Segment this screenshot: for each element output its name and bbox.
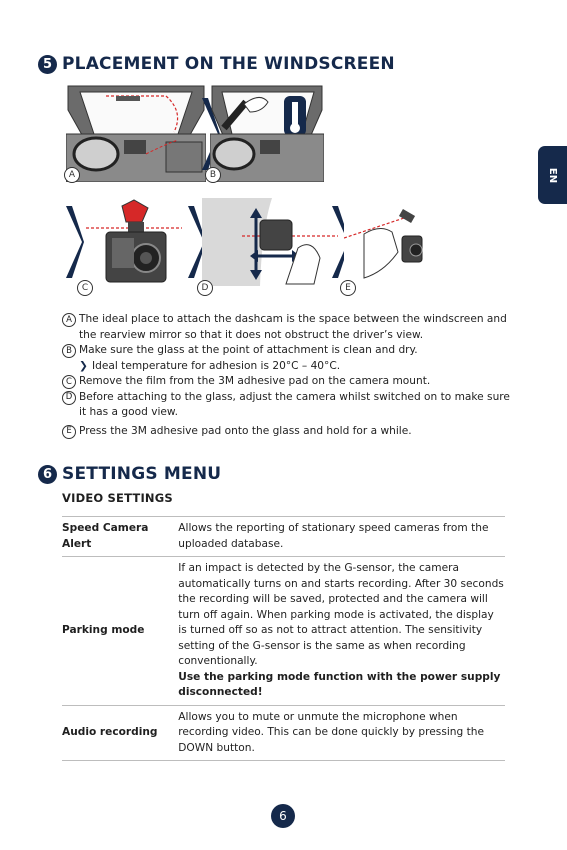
step-letter: A <box>62 313 76 327</box>
section-5-heading <box>38 54 395 74</box>
setting-desc: Allows you to mute or unmute the microphone when recording video. This can be done quickly by pressing the DOWN button. <box>178 705 505 761</box>
setting-desc-cell <box>178 557 505 706</box>
section-title: SETTINGS MENU <box>62 464 222 484</box>
figure-label-c: C <box>77 280 93 296</box>
step-text: Make sure the glass at the point of attachment is clean and dry. <box>79 344 418 356</box>
setting-name: Speed Camera Alert <box>62 517 178 557</box>
illustration-d <box>202 198 340 286</box>
setting-desc: If an impact is detected by the G-sensor, the camera automatically turns on and starts recording. After 30 seconds the recording will be saved, protected and the camera will turn off again. When parking mode is activated, the display is turned off so as not to attract attention. The sensitivity setting of the G-sensor is the same as when recording conventionally. <box>178 562 504 667</box>
step-text: Before attaching to the glass, adjust the camera whilst switched on to make sure it has a good view. <box>79 390 510 418</box>
step-text: The ideal place to attach the dashcam is the space between the windscreen and the rearview mirror so that it does not obstruct the driver’s view. <box>79 313 507 341</box>
language-tab-label: EN <box>546 167 558 183</box>
chevron-right-icon <box>64 204 84 280</box>
setting-name: Parking mode <box>62 557 178 706</box>
step-text: Press the 3M adhesive pad onto the glass and hold for a while. <box>79 424 412 437</box>
section-number: 6 <box>38 465 57 484</box>
step-sub-text: Ideal temperature for adhesion is 20°C – 40°C. <box>92 359 341 372</box>
table-row <box>62 557 505 706</box>
section-6-heading <box>38 464 221 484</box>
step-letter: E <box>62 425 76 439</box>
section-title: PLACEMENT ON THE WINDSCREEN <box>62 54 395 74</box>
page-number: 6 <box>271 804 295 828</box>
video-settings-title: VIDEO SETTINGS <box>62 491 173 505</box>
setting-name: Audio recording <box>62 705 178 761</box>
figure-label-a: A <box>64 167 80 183</box>
figure-label-d: D <box>197 280 213 296</box>
illustration-e <box>344 198 436 286</box>
table-row <box>62 517 505 557</box>
step-letter: B <box>62 344 76 358</box>
step-letter: C <box>62 375 76 389</box>
settings-table <box>62 516 505 761</box>
language-tab[interactable] <box>538 146 567 204</box>
figure-label-b: B <box>205 167 221 183</box>
figure-label-e: E <box>340 280 356 296</box>
section-number: 5 <box>38 55 57 74</box>
illustration-b <box>210 82 324 182</box>
step-d <box>62 390 510 421</box>
step-a <box>62 312 510 343</box>
step-letter: D <box>62 391 76 405</box>
step-e <box>62 424 510 440</box>
step-text: Remove the film from the 3M adhesive pad on the camera mount. <box>79 375 431 387</box>
step-c <box>62 374 510 390</box>
setting-note: Use the parking mode function with the power supply disconnected! <box>178 670 501 698</box>
illustration-c <box>84 198 184 286</box>
setting-desc: Allows the reporting of stationary speed cameras from the uploaded database. <box>178 517 505 557</box>
placement-steps <box>62 312 510 439</box>
table-row <box>62 705 505 761</box>
illustration-a <box>66 82 206 182</box>
chevron-bullet-icon: ❯ <box>79 359 88 372</box>
step-b-sub <box>62 359 510 375</box>
step-b <box>62 343 510 359</box>
